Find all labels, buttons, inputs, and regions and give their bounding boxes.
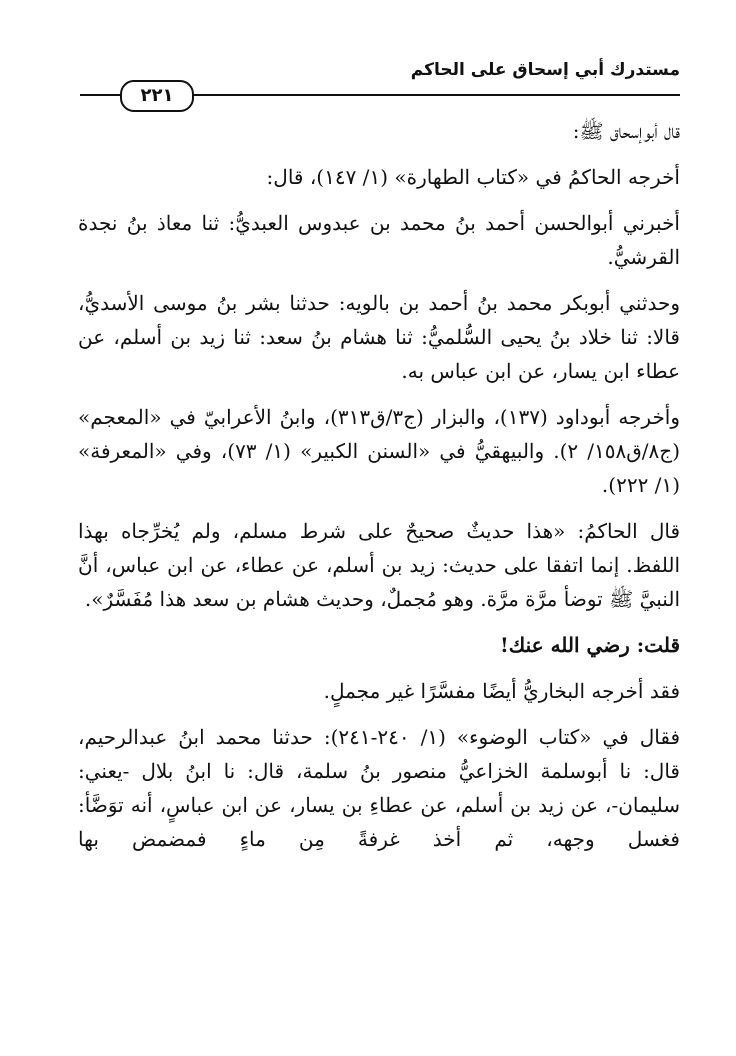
paragraph-isnad-1: أخبرني أبوالحسن أحمد بنُ محمد بن عبدوس العبديُّ: ثنا معاذ بنُ نجدة القرشيُّ. (78, 211, 680, 269)
paragraph-hakim-quote: قال الحاكمُ: «هذا حديثٌ صحيحٌ على شرط مسلم، ولم يُخرِّجاه بهذا اللفظ. إنما اتفقا على حديث: زيد بن أسلم، عن عطاء، عن ابن عباس، أنَّ النبيَّ ﷺ توضأ مرَّة مرَّة. وهو مُجملٌ، وحديث هشام بن سعد هذا مُفَسَّرٌ». (78, 519, 681, 611)
page-number: ٢٢١ (120, 80, 194, 112)
paragraph-intro: قال أبوإسحاق ﷺ: (572, 119, 680, 143)
paragraph-bukhari: فقد أخرجه البخاريُّ أيضًا مفسَّرًا غير مجملٍ. (323, 679, 680, 703)
paragraph-source: أخرجه الحاكمُ في «كتاب الطهارة» (١/ ١٤٧)، قال: (266, 165, 680, 189)
paragraph-reply: قلت: رضي الله عنك! (500, 633, 680, 657)
main-text (78, 114, 680, 868)
running-title: مستدرك أبي إسحاق على الحاكم (410, 60, 680, 80)
paragraph-takhrij: وأخرجه أبوداود (١٣٧)، والبزار (ج٣/ق٣١٣)، وابنُ الأعرابيّ في «المعجم» (ج٨/ق١٥٨/ ٢). والبيهقيُّ في «السنن الكبير» (١/ ٧٣)، وفي «المعرفة» (١/ ٢٢٢). (78, 405, 681, 497)
paragraph-bukhari-hadith: فقال في «كتاب الوضوء» (١/ ٢٤٠-٢٤١): حدثنا محمد ابنُ عبدالرحيم، قال: نا أبوسلمة الخزاعيُّ منصور بنُ سلمة، قال: نا ابنُ بلال -يعني: سليمان-، عن زيد بن أسلم، عن عطاءِ بن يسار، عن ابن عباسٍ، أنه توَضَّأ: فغسل وجهه، ثم أخذ غرفةً مِن ماءٍ فمضمض بها (78, 725, 681, 851)
page-header (80, 52, 680, 112)
paragraph-isnad-2: وحدثني أبوبكر محمد بنُ أحمد بن بالويه: حدثنا بشر بنُ موسى الأسديُّ، قالا: ثنا خلاد بنُ يحيى السُّلميُّ: ثنا هشام بنُ سعد: ثنا زيد بن أسلم، عن عطاء ابن يسار، عن ابن عباس به. (78, 291, 680, 383)
